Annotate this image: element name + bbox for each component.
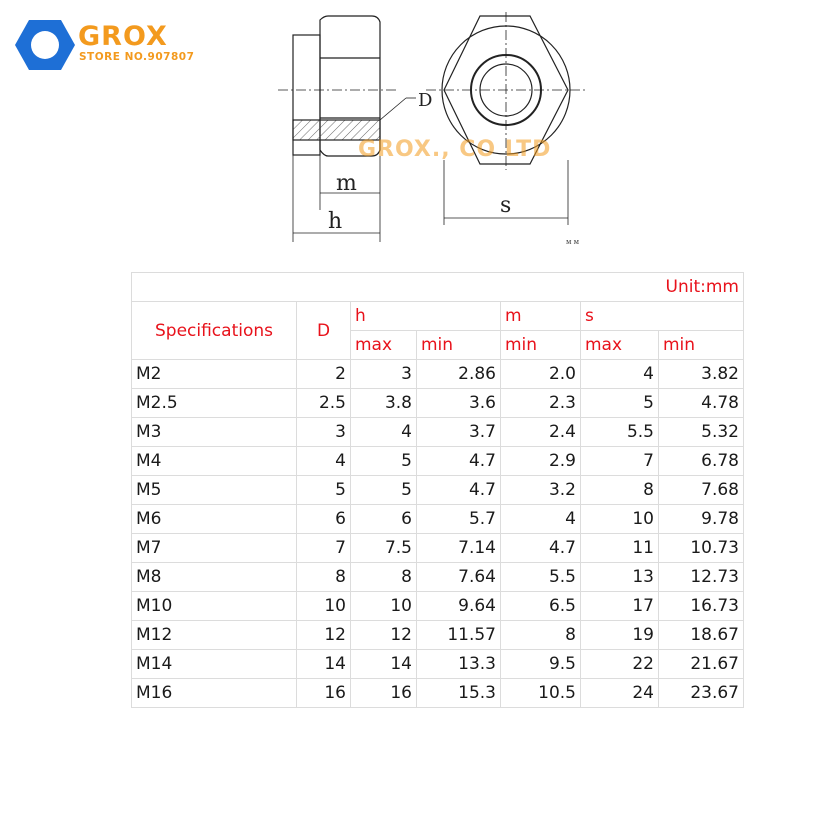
value-cell: 7.5: [351, 534, 417, 563]
table-row: [132, 592, 744, 621]
value-cell: 16: [297, 679, 351, 708]
value-cell: 16: [351, 679, 417, 708]
value-cell: 6: [297, 505, 351, 534]
header-s-max: max: [581, 331, 659, 360]
value-cell: 7: [297, 534, 351, 563]
header-s-min: min: [659, 331, 744, 360]
value-cell: 3: [351, 360, 417, 389]
header-h-min: min: [417, 331, 501, 360]
spec-cell: M16: [132, 679, 297, 708]
value-cell: 3.82: [659, 360, 744, 389]
value-cell: 6.5: [501, 592, 581, 621]
value-cell: 10.5: [501, 679, 581, 708]
value-cell: 7.68: [659, 476, 744, 505]
value-cell: 14: [351, 650, 417, 679]
table-row: [132, 534, 744, 563]
nut-technical-drawing: [268, 10, 598, 250]
value-cell: 5: [351, 447, 417, 476]
unit-row: [132, 273, 744, 302]
drawing-small-mark: м м: [566, 238, 580, 246]
value-cell: 4: [501, 505, 581, 534]
brand-store-number: STORE NO.907807: [79, 51, 195, 63]
table-row: [132, 476, 744, 505]
value-cell: 5.5: [501, 563, 581, 592]
table-row: [132, 389, 744, 418]
value-cell: 24: [581, 679, 659, 708]
spec-cell: M6: [132, 505, 297, 534]
header-h-max: max: [351, 331, 417, 360]
header-specifications: Specifications: [132, 302, 297, 360]
brand-logo-icon: [14, 18, 76, 72]
spec-cell: M5: [132, 476, 297, 505]
value-cell: 2.3: [501, 389, 581, 418]
spec-cell: M10: [132, 592, 297, 621]
value-cell: 7.14: [417, 534, 501, 563]
header-d: D: [297, 302, 351, 360]
value-cell: 4.7: [501, 534, 581, 563]
value-cell: 15.3: [417, 679, 501, 708]
value-cell: 12.73: [659, 563, 744, 592]
value-cell: 18.67: [659, 621, 744, 650]
value-cell: 5.5: [581, 418, 659, 447]
value-cell: 21.67: [659, 650, 744, 679]
value-cell: 11: [581, 534, 659, 563]
watermark-text: GROX., CO LTD: [358, 137, 552, 162]
header-m-min: min: [501, 331, 581, 360]
value-cell: 2.0: [501, 360, 581, 389]
spec-cell: M14: [132, 650, 297, 679]
value-cell: 5.7: [417, 505, 501, 534]
value-cell: 2.86: [417, 360, 501, 389]
table-row: [132, 360, 744, 389]
header-row-1: [132, 302, 744, 331]
value-cell: 22: [581, 650, 659, 679]
value-cell: 23.67: [659, 679, 744, 708]
value-cell: 10: [581, 505, 659, 534]
value-cell: 17: [581, 592, 659, 621]
value-cell: 4.7: [417, 476, 501, 505]
value-cell: 2.9: [501, 447, 581, 476]
value-cell: 7.64: [417, 563, 501, 592]
dimension-label-h: h: [328, 209, 343, 234]
value-cell: 8: [501, 621, 581, 650]
dimension-label-d: D: [418, 90, 433, 111]
table-row: [132, 418, 744, 447]
value-cell: 6: [351, 505, 417, 534]
table-row: [132, 650, 744, 679]
value-cell: 2: [297, 360, 351, 389]
value-cell: 16.73: [659, 592, 744, 621]
brand-name: GROX: [78, 21, 168, 52]
value-cell: 8: [351, 563, 417, 592]
value-cell: 7: [581, 447, 659, 476]
spec-cell: M7: [132, 534, 297, 563]
value-cell: 4: [297, 447, 351, 476]
value-cell: 2.4: [501, 418, 581, 447]
value-cell: 4: [581, 360, 659, 389]
value-cell: 10.73: [659, 534, 744, 563]
value-cell: 5: [581, 389, 659, 418]
table-row: [132, 563, 744, 592]
value-cell: 3.8: [351, 389, 417, 418]
value-cell: 12: [351, 621, 417, 650]
value-cell: 5: [351, 476, 417, 505]
value-cell: 3.7: [417, 418, 501, 447]
value-cell: 6.78: [659, 447, 744, 476]
spec-cell: M2.5: [132, 389, 297, 418]
dimension-label-m: m: [336, 171, 357, 196]
value-cell: 11.57: [417, 621, 501, 650]
value-cell: 3.6: [417, 389, 501, 418]
table-row: [132, 447, 744, 476]
value-cell: 19: [581, 621, 659, 650]
table-row: [132, 679, 744, 708]
table-row: [132, 505, 744, 534]
spec-cell: M3: [132, 418, 297, 447]
spec-cell: M2: [132, 360, 297, 389]
unit-label: Unit:mm: [132, 273, 744, 302]
value-cell: 9.64: [417, 592, 501, 621]
value-cell: 9.5: [501, 650, 581, 679]
table-row: [132, 621, 744, 650]
value-cell: 4.7: [417, 447, 501, 476]
header-h: h: [351, 302, 501, 331]
value-cell: 13: [581, 563, 659, 592]
value-cell: 8: [581, 476, 659, 505]
value-cell: 10: [351, 592, 417, 621]
value-cell: 12: [297, 621, 351, 650]
value-cell: 5: [297, 476, 351, 505]
value-cell: 4: [351, 418, 417, 447]
spec-cell: M4: [132, 447, 297, 476]
value-cell: 8: [297, 563, 351, 592]
value-cell: 14: [297, 650, 351, 679]
side-view: [278, 16, 416, 242]
spec-cell: M12: [132, 621, 297, 650]
header-m: m: [501, 302, 581, 331]
spec-cell: M8: [132, 563, 297, 592]
value-cell: 4.78: [659, 389, 744, 418]
value-cell: 3: [297, 418, 351, 447]
value-cell: 13.3: [417, 650, 501, 679]
value-cell: 9.78: [659, 505, 744, 534]
value-cell: 5.32: [659, 418, 744, 447]
spec-table: [131, 272, 744, 708]
value-cell: 10: [297, 592, 351, 621]
value-cell: 3.2: [501, 476, 581, 505]
header-s: s: [581, 302, 744, 331]
dimension-label-s: s: [500, 193, 512, 218]
value-cell: 2.5: [297, 389, 351, 418]
